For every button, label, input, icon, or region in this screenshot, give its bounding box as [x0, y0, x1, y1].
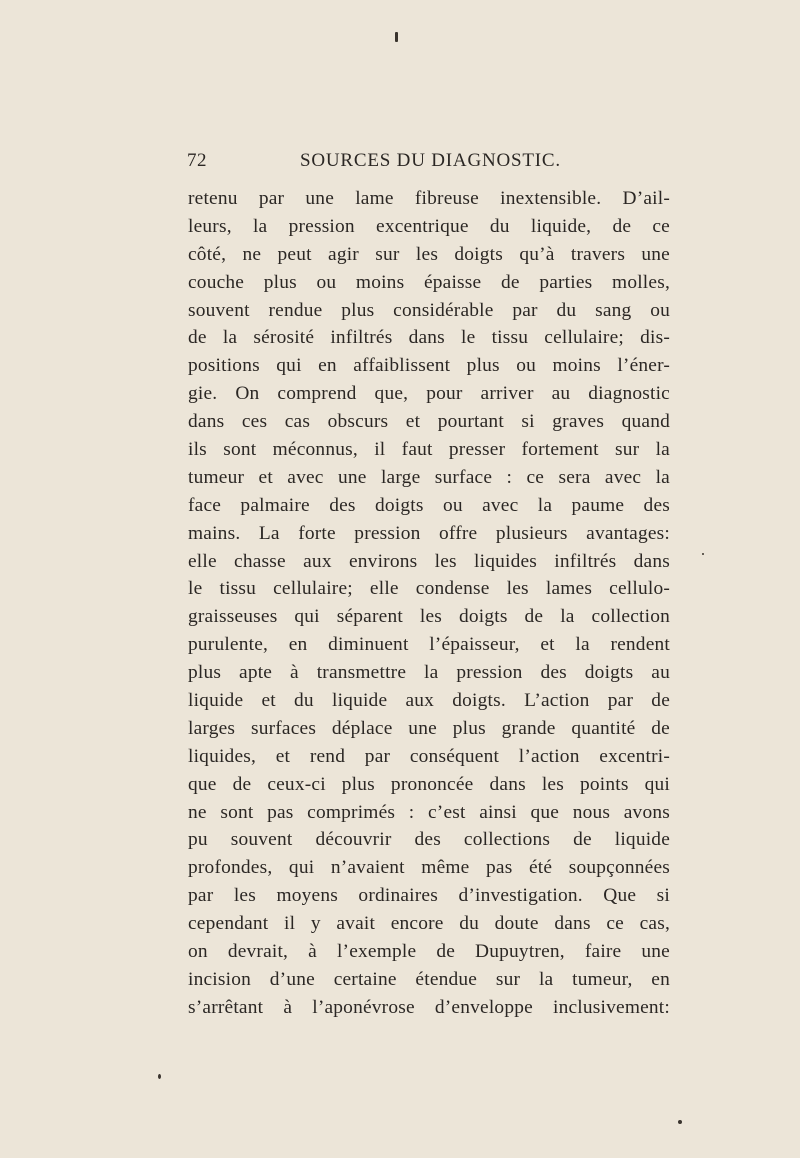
body-text — [188, 185, 670, 1022]
page-number: 72 — [187, 150, 207, 171]
text-line: retenu par une lame fibreuse inextensible. D’ail- — [188, 188, 670, 209]
running-head — [187, 150, 575, 178]
text-line: par les moyens ordinaires d’investigation. Que si — [188, 885, 670, 907]
text-line: ne sont pas comprimés : c’est ainsi que nous avons — [188, 801, 670, 823]
text-line: larges surfaces déplace une plus grande quantité de — [188, 717, 670, 739]
text-line: leurs, la pression excentrique du liquide, de ce — [188, 215, 670, 237]
text-line: incision d’une certaine étendue sur la tumeur, en — [188, 968, 670, 990]
paper-speck — [158, 1074, 161, 1079]
text-line: purulente, en diminuent l’épaisseur, et la rendent — [188, 634, 670, 656]
text-line: mains. La forte pression offre plusieurs avantages: — [188, 522, 670, 544]
text-line: ils sont méconnus, il faut presser fortement sur la — [188, 439, 670, 461]
text-line: graisseuses qui séparent les doigts de la collection — [188, 606, 670, 628]
text-line: face palmaire des doigts ou avec la paume des — [188, 494, 670, 516]
text-line: s’arrêtant à l’aponévrose d’enveloppe inclusivement: — [188, 996, 670, 1018]
text-line: pu souvent découvrir des collections de liquide — [188, 829, 670, 851]
text-line: gie. On comprend que, pour arriver au diagnostic — [188, 383, 670, 405]
text-line: souvent rendue plus considérable par du sang ou — [188, 299, 670, 321]
text-line: couche plus ou moins épaisse de parties molles, — [188, 271, 670, 293]
text-line: plus apte à transmettre la pression des doigts au — [188, 662, 670, 684]
text-line: liquides, et rend par conséquent l’action excentri- — [188, 745, 670, 767]
paper-speck — [678, 1120, 682, 1124]
text-line: de la sérosité infiltrés dans le tissu cellulaire; dis- — [188, 327, 670, 349]
text-line: elle chasse aux environs les liquides infiltrés dans — [188, 550, 670, 572]
text-line: côté, ne peut agir sur les doigts qu’à travers une — [188, 243, 670, 265]
text-line: positions qui en affaiblissent plus ou moins l’éner- — [188, 355, 670, 377]
text-line: que de ceux-ci plus prononcée dans les points qui — [188, 773, 670, 795]
text-line: cependant il y avait encore du doute dans ce cas, — [188, 913, 670, 935]
paper-speck — [702, 553, 704, 555]
text-line: le tissu cellulaire; elle condense les lames cellulo- — [188, 578, 670, 600]
running-head-title: SOURCES DU DIAGNOSTIC. — [300, 150, 561, 171]
text-line: tumeur et avec une large surface : ce sera avec la — [188, 466, 670, 488]
text-line: profondes, qui n’avaient même pas été soupçonnées — [188, 857, 670, 879]
text-line: dans ces cas obscurs et pourtant si graves quand — [188, 411, 670, 433]
paper-speck — [395, 32, 398, 42]
text-line: on devrait, à l’exemple de Dupuytren, faire une — [188, 941, 670, 963]
text-line: liquide et du liquide aux doigts. L’action par de — [188, 690, 670, 712]
